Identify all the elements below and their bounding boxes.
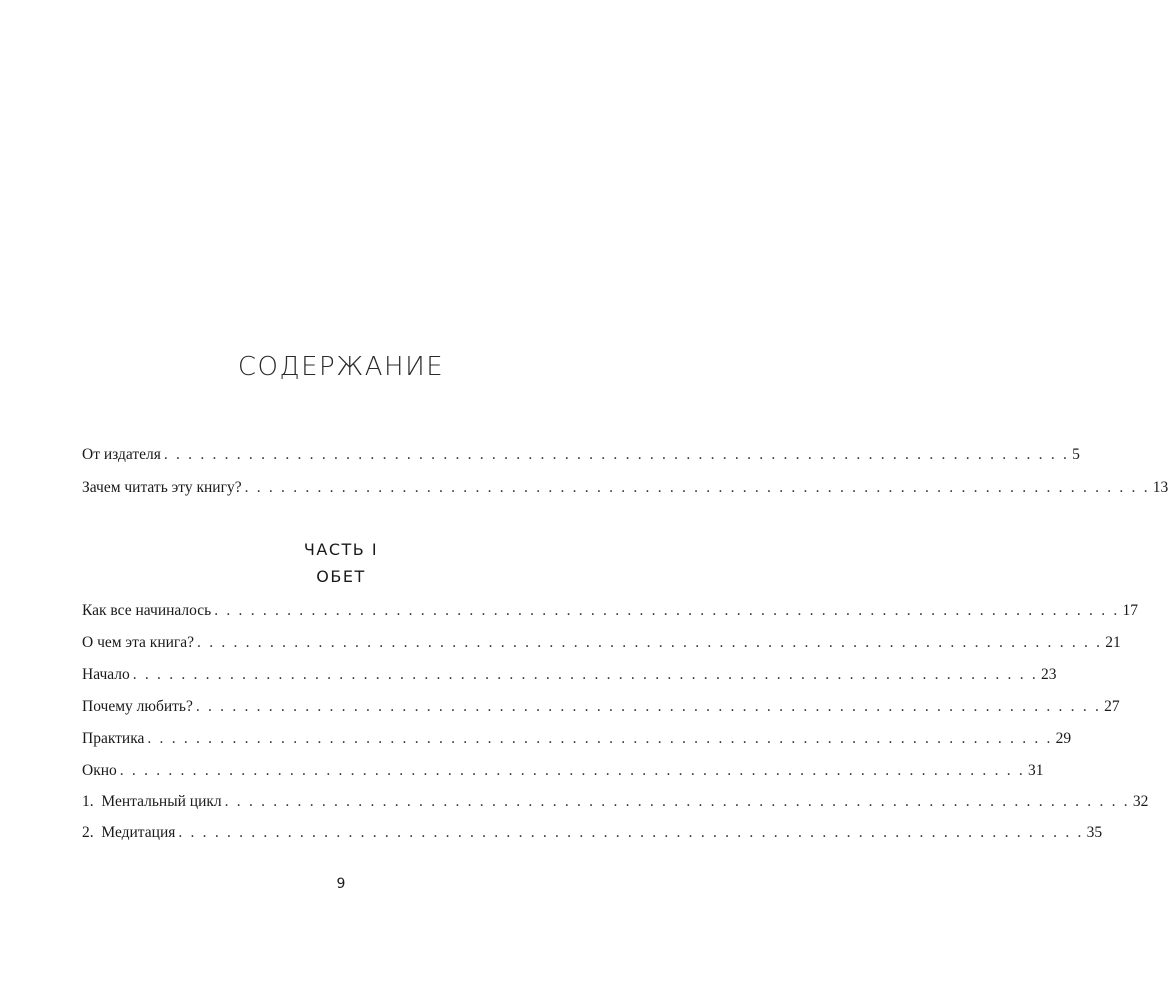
toc-entry-page: 31 — [1027, 762, 1044, 779]
part-title: ОБЕТ — [316, 567, 366, 586]
toc-entry-page: 17 — [1122, 602, 1138, 619]
toc-entry-page: 35 — [1086, 824, 1103, 841]
toc-entry-page: 27 — [1104, 698, 1120, 715]
toc-entry — [82, 664, 1057, 686]
toc-entry-text: Практика — [82, 730, 145, 747]
toc-entry — [82, 822, 1103, 844]
toc-entry-text: О чем эта книга? — [82, 634, 195, 651]
toc-leader-dots: . . . . . . . . . . . . . . . . . . . . . . . . . . . . . . . . . . . . . . . . . . . . . . . . . . . . . . . . . . . . . . . . . . . . . . . . . . . — [195, 698, 1102, 715]
toc-leader-dots: . . . . . . . . . . . . . . . . . . . . . . . . . . . . . . . . . . . . . . . . . . . . . . . . . . . . . . . . . . . . . . . . . . . . . . . . . . . — [214, 602, 1120, 619]
page-number: 9 — [336, 876, 346, 892]
toc-entry — [82, 728, 1072, 750]
toc-entry-text: Зачем читать эту книгу? — [82, 479, 242, 496]
toc-entry — [82, 696, 1120, 718]
toc-entry-text: Окно — [82, 762, 117, 779]
toc-leader-dots: . . . . . . . . . . . . . . . . . . . . . . . . . . . . . . . . . . . . . . . . . . . . . . . . . . . . . . . . . . . . . . . . . . . . . . . . . . . — [119, 762, 1025, 779]
toc-entry-page: 29 — [1055, 730, 1072, 747]
toc-leader-dots: . . . . . . . . . . . . . . . . . . . . . . . . . . . . . . . . . . . . . . . . . . . . . . . . . . . . . . . . . . . . . . . . . . . . . . . . . . . — [197, 634, 1103, 651]
toc-leader-dots: . . . . . . . . . . . . . . . . . . . . . . . . . . . . . . . . . . . . . . . . . . . . . . . . . . . . . . . . . . . . . . . . . . . . . . . . . . . — [178, 824, 1084, 841]
toc-entry-text: 2. Медитация — [82, 824, 176, 841]
toc-entry-page: 32 — [1132, 793, 1149, 810]
toc-entry-text: Начало — [82, 666, 130, 683]
toc-entry-page: 21 — [1105, 634, 1121, 651]
toc-entry-text: Как все начиналось — [82, 602, 212, 619]
toc-entry — [82, 477, 1168, 499]
toc-entry — [82, 632, 1121, 654]
toc-entry-page: 13 — [1152, 479, 1168, 496]
toc-entry-text: От издателя — [82, 446, 161, 463]
toc-entry-page: 5 — [1072, 446, 1080, 463]
toc-entry — [82, 444, 1080, 466]
page-title: СОДЕРЖАНИЕ — [237, 352, 445, 382]
part-label: ЧАСТЬ I — [303, 540, 379, 559]
toc-entry — [82, 791, 1149, 813]
toc-entry-text: 1. Ментальный цикл — [82, 793, 222, 810]
toc-entry — [82, 600, 1138, 622]
toc-entry-text: Почему любить? — [82, 698, 193, 715]
toc-leader-dots: . . . . . . . . . . . . . . . . . . . . . . . . . . . . . . . . . . . . . . . . . . . . . . . . . . . . . . . . . . . . . . . . . . . . . . . . . . . — [147, 730, 1053, 747]
toc-entry — [82, 760, 1044, 782]
toc-leader-dots: . . . . . . . . . . . . . . . . . . . . . . . . . . . . . . . . . . . . . . . . . . . . . . . . . . . . . . . . . . . . . . . . . . . . . . . . . . . — [132, 666, 1038, 683]
toc-leader-dots: . . . . . . . . . . . . . . . . . . . . . . . . . . . . . . . . . . . . . . . . . . . . . . . . . . . . . . . . . . . . . . . . . . . . . . . . . . . — [163, 446, 1070, 463]
toc-leader-dots: . . . . . . . . . . . . . . . . . . . . . . . . . . . . . . . . . . . . . . . . . . . . . . . . . . . . . . . . . . . . . . . . . . . . . . . . . . . — [224, 793, 1130, 810]
toc-entry-page: 23 — [1040, 666, 1057, 683]
toc-leader-dots: . . . . . . . . . . . . . . . . . . . . . . . . . . . . . . . . . . . . . . . . . . . . . . . . . . . . . . . . . . . . . . . . . . . . . . . . . . . — [244, 479, 1150, 496]
